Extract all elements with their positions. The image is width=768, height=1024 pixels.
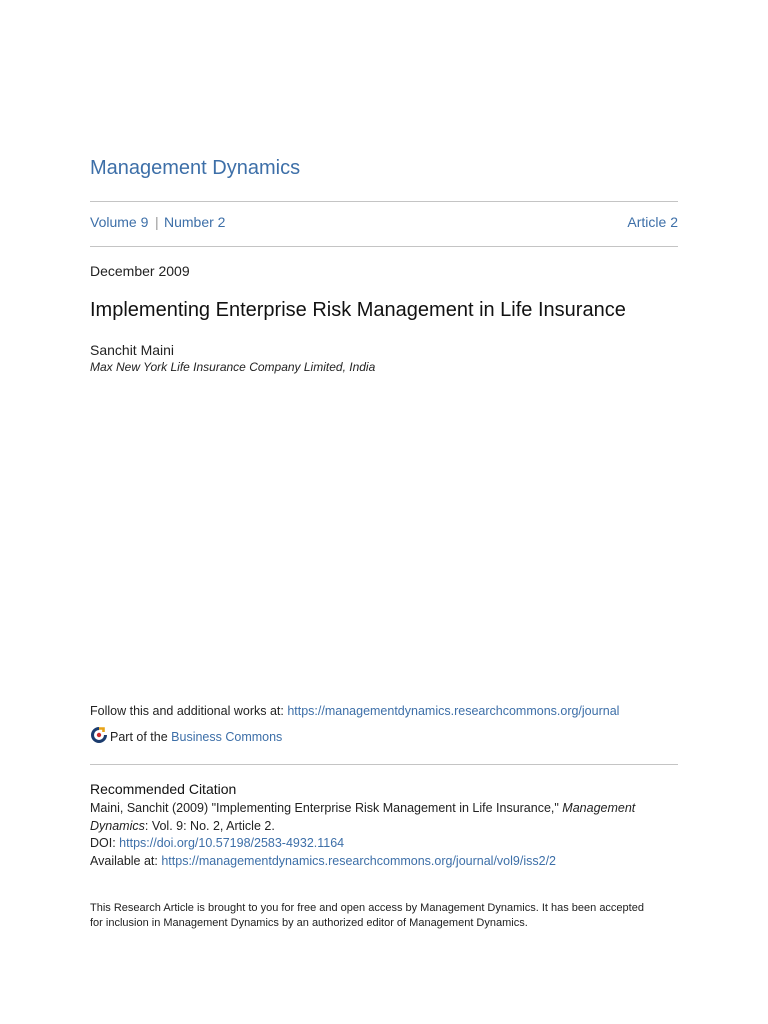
article-link[interactable]: Article 2 <box>627 214 678 230</box>
doi-label: DOI: <box>90 836 120 850</box>
volume-link[interactable]: Volume 9 <box>90 214 149 230</box>
citation-block <box>90 800 660 870</box>
recommended-citation-heading: Recommended Citation <box>90 781 237 797</box>
issue-bar <box>90 214 678 232</box>
article-title: Implementing Enterprise Risk Management in Life Insurance <box>90 299 626 321</box>
follow-url-link[interactable]: https://managementdynamics.researchcommons.org/journal <box>287 704 620 718</box>
access-note-line-2: for inclusion in Management Dynamics by an authorized editor of Management Dynamics. <box>90 917 528 929</box>
number-link[interactable]: Number 2 <box>164 214 226 230</box>
publication-date: December 2009 <box>90 263 190 279</box>
citation-text: Maini, Sanchit (2009) "Implementing Enterprise Risk Management in Life Insurance," <box>90 801 563 815</box>
citation-line-1 <box>90 800 660 818</box>
header-divider <box>90 201 678 202</box>
citation-line-2 <box>90 818 660 836</box>
citation-available-line <box>90 853 660 871</box>
available-at-link[interactable]: https://managementdynamics.researchcommons.org/journal/vol9/iss2/2 <box>161 853 556 868</box>
issue-divider <box>90 246 678 247</box>
citation-volume-text: : Vol. 9: No. 2, Article 2. <box>144 818 275 833</box>
doi-link[interactable]: https://doi.org/10.57198/2583-4932.1164 <box>119 836 345 850</box>
follow-label: Follow this and additional works at: <box>90 704 288 718</box>
business-commons-link[interactable]: Business Commons <box>171 730 283 744</box>
follow-line <box>90 704 619 718</box>
citation-divider <box>90 764 678 765</box>
citation-journal-part-2: Dynamics <box>90 818 145 833</box>
journal-title[interactable]: Management Dynamics <box>90 157 301 179</box>
access-note <box>90 901 670 931</box>
author-name: Sanchit Maini <box>90 342 175 358</box>
access-note-line-1: This Research Article is brought to you for free and open access by Management Dynamics. It has been accepted <box>90 902 644 914</box>
citation-journal-part-1: Management <box>562 801 636 815</box>
issue-separator: | <box>155 214 159 230</box>
part-of-label: Part of the <box>110 730 172 744</box>
citation-doi-line <box>90 835 660 853</box>
author-affiliation: Max New York Life Insurance Company Limited, India <box>90 360 376 374</box>
bepress-commons-icon <box>90 726 108 744</box>
available-label: Available at: <box>90 853 162 868</box>
